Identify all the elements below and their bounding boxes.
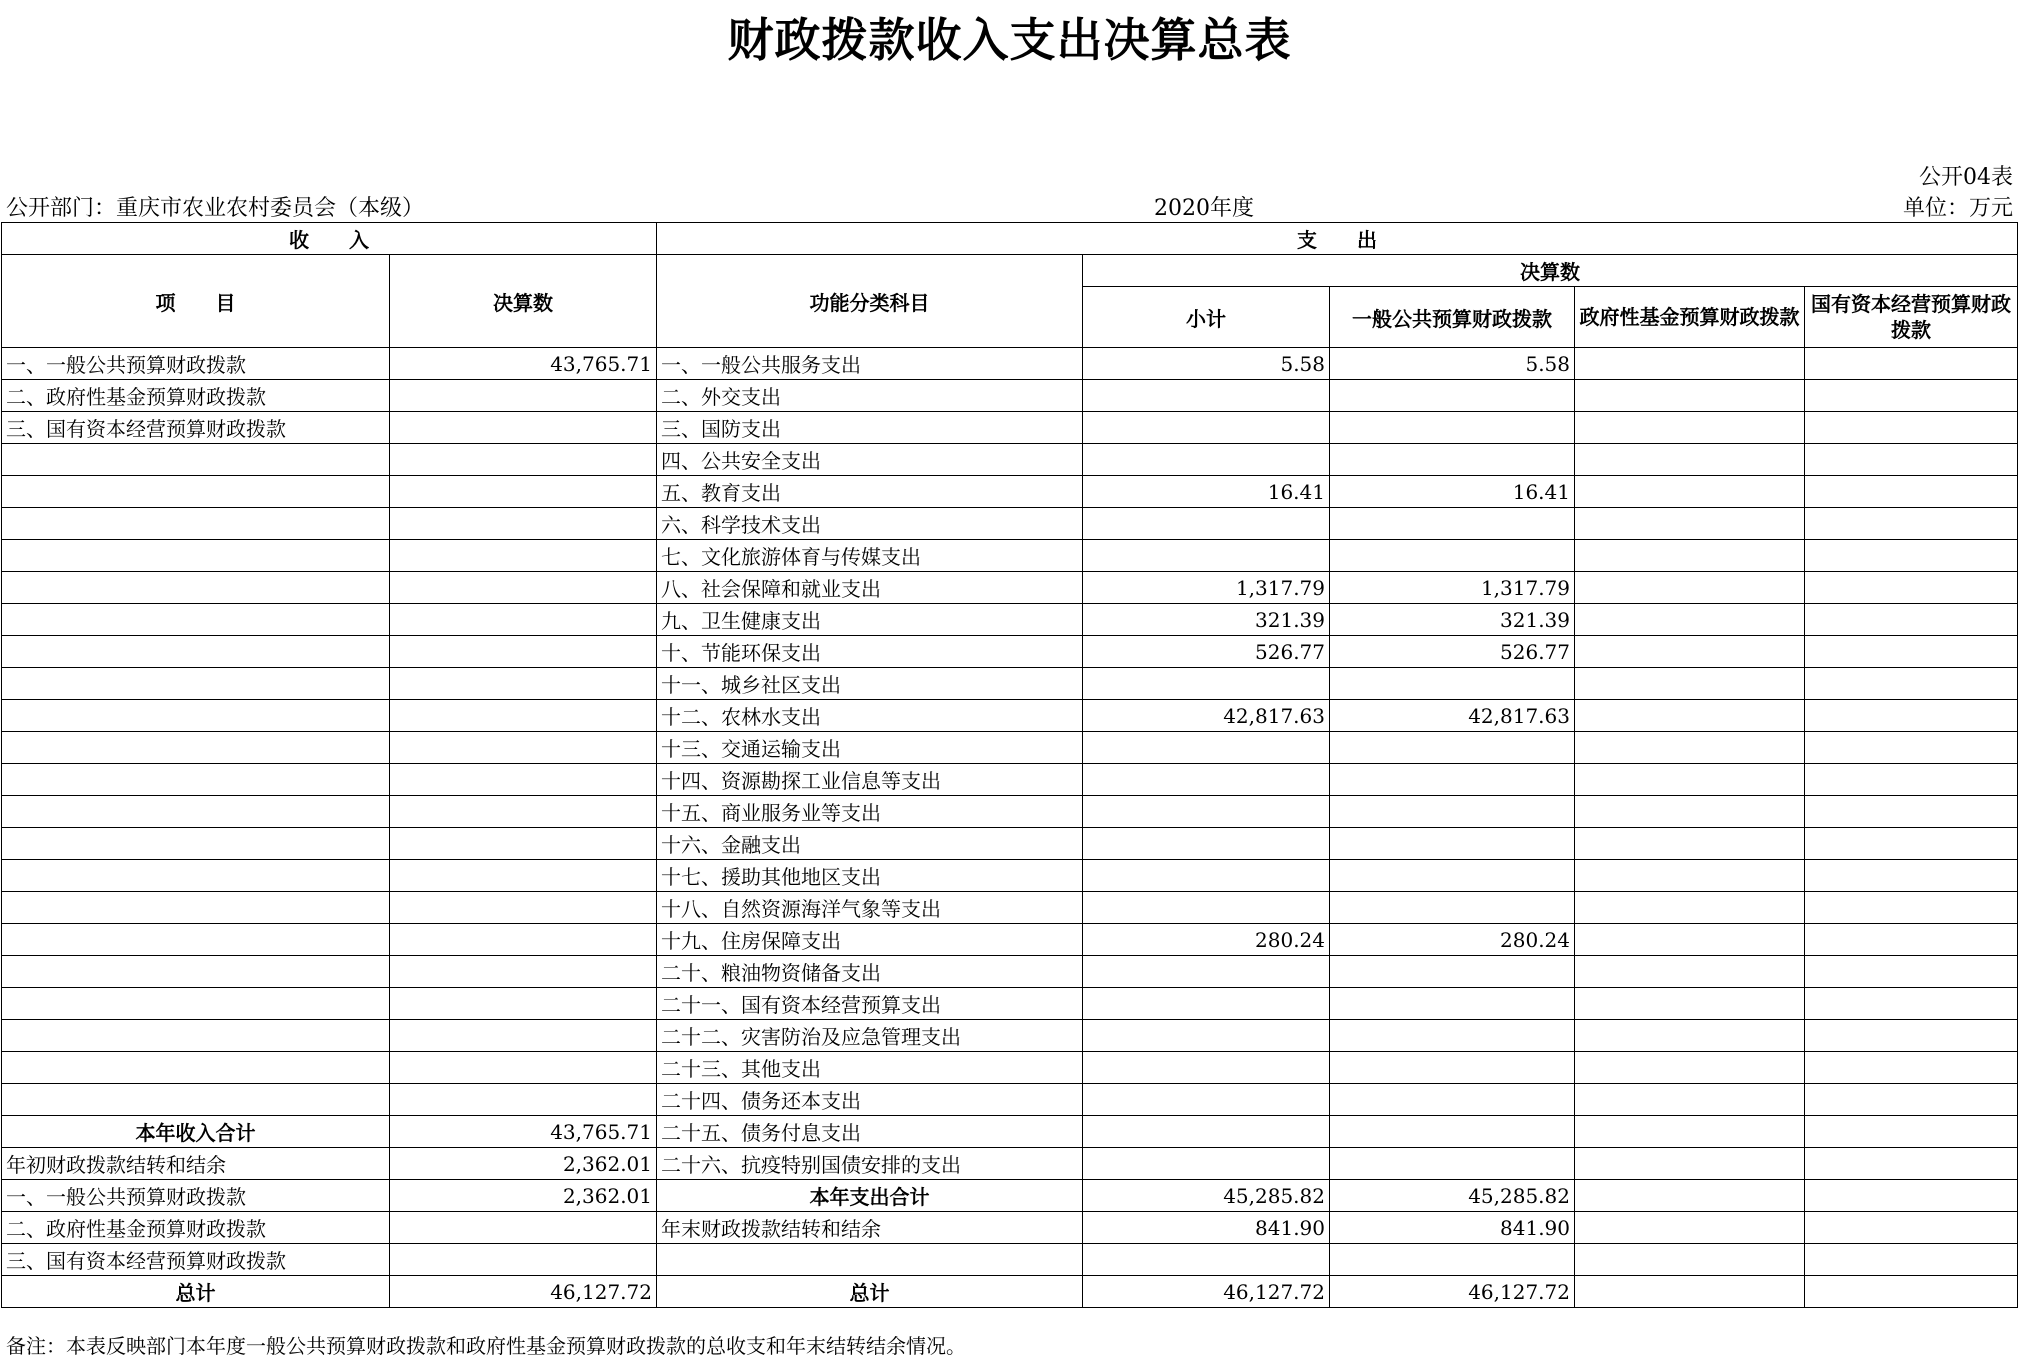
income-item-cell <box>2 572 390 604</box>
year-label: 2020年度 <box>1154 196 1254 221</box>
table-row <box>2 508 2018 540</box>
subtotal-header: 小计 <box>1083 287 1330 348</box>
expense-item-cell: 十三、交通运输支出 <box>657 732 1083 764</box>
income-amount-cell <box>390 892 657 924</box>
table-row <box>2 1148 2018 1180</box>
general-cell <box>1330 796 1575 828</box>
income-amount-cell: 2,362.01 <box>390 1180 657 1212</box>
income-amount-cell <box>390 732 657 764</box>
income-amount-cell <box>390 796 657 828</box>
subtotal-cell <box>1083 828 1330 860</box>
expense-item-cell: 二十五、债务付息支出 <box>657 1116 1083 1148</box>
subtotal-cell <box>1083 412 1330 444</box>
general-cell: 1,317.79 <box>1330 572 1575 604</box>
income-item-cell <box>2 988 390 1020</box>
income-item-cell <box>2 732 390 764</box>
income-item-cell <box>2 956 390 988</box>
state-cell <box>1805 860 2018 892</box>
general-cell <box>1330 1084 1575 1116</box>
general-cell <box>1330 1148 1575 1180</box>
subtotal-cell: 1,317.79 <box>1083 572 1330 604</box>
subtotal-cell <box>1083 988 1330 1020</box>
state-cell <box>1805 764 2018 796</box>
fund-cell <box>1575 444 1805 476</box>
income-item-cell: 一、一般公共预算财政拨款 <box>2 348 390 380</box>
state-cell <box>1805 1020 2018 1052</box>
income-amount-cell <box>390 444 657 476</box>
income-amount-cell <box>390 380 657 412</box>
table-row <box>2 540 2018 572</box>
income-item-cell: 总计 <box>2 1276 390 1308</box>
general-cell <box>1330 668 1575 700</box>
expense-item-cell: 四、公共安全支出 <box>657 444 1083 476</box>
income-item-cell: 一、一般公共预算财政拨款 <box>2 1180 390 1212</box>
subtotal-cell <box>1083 732 1330 764</box>
subtotal-cell <box>1083 1116 1330 1148</box>
table-row <box>2 924 2018 956</box>
table-row <box>2 764 2018 796</box>
general-cell <box>1330 412 1575 444</box>
income-amount-cell <box>390 668 657 700</box>
income-item-cell <box>2 1052 390 1084</box>
table-row <box>2 860 2018 892</box>
fund-cell <box>1575 540 1805 572</box>
income-item-cell <box>2 892 390 924</box>
table-row <box>2 1276 2018 1308</box>
fund-header: 政府性基金预算财政拨款 <box>1575 287 1805 348</box>
general-cell <box>1330 988 1575 1020</box>
income-item-cell <box>2 444 390 476</box>
table-row <box>2 732 2018 764</box>
income-item-cell: 二、政府性基金预算财政拨款 <box>2 1212 390 1244</box>
amount-group-header: 决算数 <box>1083 255 2018 287</box>
fund-cell <box>1575 668 1805 700</box>
fund-cell <box>1575 1276 1805 1308</box>
general-cell <box>1330 540 1575 572</box>
income-amount-cell <box>390 924 657 956</box>
table-code: 公开04表 <box>1919 165 2013 190</box>
fund-cell <box>1575 348 1805 380</box>
subtotal-cell: 45,285.82 <box>1083 1180 1330 1212</box>
budget-table <box>1 222 2018 1308</box>
subtotal-cell <box>1083 444 1330 476</box>
expense-item-cell: 三、国防支出 <box>657 412 1083 444</box>
income-item-cell <box>2 604 390 636</box>
expense-item-cell: 十二、农林水支出 <box>657 700 1083 732</box>
expense-item-cell <box>657 1244 1083 1276</box>
table-row <box>2 956 2018 988</box>
income-item-cell <box>2 668 390 700</box>
general-header: 一般公共预算财政拨款 <box>1330 287 1575 348</box>
state-cell <box>1805 1116 2018 1148</box>
general-cell <box>1330 444 1575 476</box>
table-row <box>2 1212 2018 1244</box>
expense-item-cell: 二十一、国有资本经营预算支出 <box>657 988 1083 1020</box>
state-cell <box>1805 892 2018 924</box>
state-cell <box>1805 348 2018 380</box>
department-label: 公开部门：重庆市农业农村委员会（本级） <box>6 196 425 221</box>
fund-cell <box>1575 1052 1805 1084</box>
general-cell: 526.77 <box>1330 636 1575 668</box>
subtotal-cell <box>1083 1148 1330 1180</box>
footnote: 备注：本表反映部门本年度一般公共预算财政拨款和政府性基金预算财政拨款的总收支和年末结转结余情况。 <box>6 1334 966 1358</box>
general-cell: 321.39 <box>1330 604 1575 636</box>
income-item-cell: 三、国有资本经营预算财政拨款 <box>2 412 390 444</box>
table-row <box>2 1084 2018 1116</box>
general-cell <box>1330 956 1575 988</box>
fund-cell <box>1575 796 1805 828</box>
expense-item-cell: 二、外交支出 <box>657 380 1083 412</box>
expense-item-cell: 一、一般公共服务支出 <box>657 348 1083 380</box>
state-cell <box>1805 476 2018 508</box>
general-cell: 841.90 <box>1330 1212 1575 1244</box>
subtotal-cell <box>1083 508 1330 540</box>
income-amount-cell <box>390 412 657 444</box>
expense-item-cell: 二十四、债务还本支出 <box>657 1084 1083 1116</box>
income-amount-cell <box>390 764 657 796</box>
subtotal-cell <box>1083 796 1330 828</box>
subtotal-cell: 841.90 <box>1083 1212 1330 1244</box>
expense-item-cell: 十五、商业服务业等支出 <box>657 796 1083 828</box>
fund-cell <box>1575 1116 1805 1148</box>
subtotal-cell: 280.24 <box>1083 924 1330 956</box>
income-item-cell: 年初财政拨款结转和结余 <box>2 1148 390 1180</box>
state-cell <box>1805 1148 2018 1180</box>
fund-cell <box>1575 828 1805 860</box>
fund-cell <box>1575 1020 1805 1052</box>
general-cell <box>1330 1052 1575 1084</box>
table-row <box>2 380 2018 412</box>
state-cell <box>1805 604 2018 636</box>
table-row <box>2 700 2018 732</box>
income-item-cell <box>2 764 390 796</box>
state-cell <box>1805 1276 2018 1308</box>
income-item-cell <box>2 636 390 668</box>
income-amount-cell <box>390 988 657 1020</box>
income-item-cell <box>2 540 390 572</box>
subtotal-cell: 42,817.63 <box>1083 700 1330 732</box>
page-title: 财政拨款收入支出决算总表 <box>727 13 1292 67</box>
state-cell <box>1805 668 2018 700</box>
subtotal-cell: 5.58 <box>1083 348 1330 380</box>
general-cell <box>1330 1020 1575 1052</box>
expense-item-cell: 十一、城乡社区支出 <box>657 668 1083 700</box>
expense-item-cell: 十九、住房保障支出 <box>657 924 1083 956</box>
fund-cell <box>1575 764 1805 796</box>
subtotal-cell <box>1083 668 1330 700</box>
income-amount-cell <box>390 604 657 636</box>
general-cell <box>1330 860 1575 892</box>
general-cell <box>1330 892 1575 924</box>
income-item-cell <box>2 924 390 956</box>
income-item-cell: 二、政府性基金预算财政拨款 <box>2 380 390 412</box>
income-amount-cell <box>390 1084 657 1116</box>
table-row <box>2 796 2018 828</box>
table-row <box>2 1116 2018 1148</box>
table-row <box>2 444 2018 476</box>
state-cell <box>1805 732 2018 764</box>
income-item-cell <box>2 508 390 540</box>
subtotal-cell: 526.77 <box>1083 636 1330 668</box>
income-amount-cell <box>390 540 657 572</box>
unit-label: 单位：万元 <box>1902 196 2013 221</box>
table-row <box>2 348 2018 380</box>
income-item-cell <box>2 860 390 892</box>
expense-item-cell: 八、社会保障和就业支出 <box>657 572 1083 604</box>
state-cell <box>1805 956 2018 988</box>
fund-cell <box>1575 860 1805 892</box>
state-cell <box>1805 828 2018 860</box>
subtotal-cell <box>1083 1084 1330 1116</box>
table-row <box>2 828 2018 860</box>
expense-item-cell: 本年支出合计 <box>657 1180 1083 1212</box>
income-amount-cell <box>390 1052 657 1084</box>
table-row <box>2 1180 2018 1212</box>
fund-cell <box>1575 1084 1805 1116</box>
subtotal-cell <box>1083 1244 1330 1276</box>
table-row <box>2 1244 2018 1276</box>
expense-item-cell: 五、教育支出 <box>657 476 1083 508</box>
income-item-cell <box>2 796 390 828</box>
fund-cell <box>1575 636 1805 668</box>
subtotal-cell: 321.39 <box>1083 604 1330 636</box>
general-cell: 46,127.72 <box>1330 1276 1575 1308</box>
income-amount-cell <box>390 508 657 540</box>
income-amount-cell <box>390 1020 657 1052</box>
general-cell <box>1330 508 1575 540</box>
subtotal-cell <box>1083 860 1330 892</box>
income-item-cell <box>2 700 390 732</box>
fund-cell <box>1575 380 1805 412</box>
fund-cell <box>1575 988 1805 1020</box>
state-cell <box>1805 700 2018 732</box>
expense-item-cell: 二十二、灾害防治及应急管理支出 <box>657 1020 1083 1052</box>
table-row <box>2 1020 2018 1052</box>
state-cell <box>1805 1084 2018 1116</box>
item-header: 项 目 <box>2 255 390 348</box>
income-item-cell <box>2 1020 390 1052</box>
table-row <box>2 636 2018 668</box>
income-item-cell: 三、国有资本经营预算财政拨款 <box>2 1244 390 1276</box>
income-amount-cell <box>390 1212 657 1244</box>
general-cell: 42,817.63 <box>1330 700 1575 732</box>
category-header: 功能分类科目 <box>657 255 1083 348</box>
expense-item-cell: 二十、粮油物资储备支出 <box>657 956 1083 988</box>
general-cell <box>1330 732 1575 764</box>
state-cell <box>1805 444 2018 476</box>
table-row <box>2 988 2018 1020</box>
expense-header: 支 出 <box>657 223 2018 255</box>
expense-item-cell: 七、文化旅游体育与传媒支出 <box>657 540 1083 572</box>
fund-cell <box>1575 508 1805 540</box>
general-cell: 45,285.82 <box>1330 1180 1575 1212</box>
fund-cell <box>1575 412 1805 444</box>
state-cell <box>1805 412 2018 444</box>
state-header: 国有资本经营预算财政拨款 <box>1805 287 2018 348</box>
income-item-cell: 本年收入合计 <box>2 1116 390 1148</box>
subtotal-cell <box>1083 1020 1330 1052</box>
table-row <box>2 892 2018 924</box>
table-row <box>2 572 2018 604</box>
fund-cell <box>1575 1180 1805 1212</box>
expense-item-cell: 十六、金融支出 <box>657 828 1083 860</box>
expense-item-cell: 二十三、其他支出 <box>657 1052 1083 1084</box>
income-item-cell <box>2 476 390 508</box>
fund-cell <box>1575 572 1805 604</box>
fund-cell <box>1575 1148 1805 1180</box>
income-amount-cell <box>390 700 657 732</box>
general-cell <box>1330 380 1575 412</box>
expense-item-cell: 九、卫生健康支出 <box>657 604 1083 636</box>
income-amount-cell <box>390 956 657 988</box>
general-cell <box>1330 1116 1575 1148</box>
expense-item-cell: 六、科学技术支出 <box>657 508 1083 540</box>
fund-cell <box>1575 1244 1805 1276</box>
state-cell <box>1805 988 2018 1020</box>
state-cell <box>1805 380 2018 412</box>
table-row <box>2 412 2018 444</box>
income-header: 收 入 <box>2 223 657 255</box>
subtotal-cell <box>1083 956 1330 988</box>
state-cell <box>1805 1212 2018 1244</box>
general-cell: 5.58 <box>1330 348 1575 380</box>
general-cell <box>1330 828 1575 860</box>
table-row <box>2 668 2018 700</box>
subtotal-cell: 46,127.72 <box>1083 1276 1330 1308</box>
income-amount-cell <box>390 476 657 508</box>
subtotal-cell <box>1083 892 1330 924</box>
subtotal-cell <box>1083 1052 1330 1084</box>
table-row <box>2 1052 2018 1084</box>
income-amount-cell: 46,127.72 <box>390 1276 657 1308</box>
subtotal-cell <box>1083 380 1330 412</box>
income-amount-cell <box>390 572 657 604</box>
fund-cell <box>1575 1212 1805 1244</box>
expense-item-cell: 十八、自然资源海洋气象等支出 <box>657 892 1083 924</box>
income-amount-cell <box>390 828 657 860</box>
fund-cell <box>1575 924 1805 956</box>
state-cell <box>1805 1180 2018 1212</box>
income-amount-cell: 2,362.01 <box>390 1148 657 1180</box>
income-item-cell <box>2 828 390 860</box>
state-cell <box>1805 1244 2018 1276</box>
fund-cell <box>1575 604 1805 636</box>
general-cell: 280.24 <box>1330 924 1575 956</box>
fund-cell <box>1575 700 1805 732</box>
table-row <box>2 604 2018 636</box>
state-cell <box>1805 1052 2018 1084</box>
table-row <box>2 476 2018 508</box>
general-cell: 16.41 <box>1330 476 1575 508</box>
expense-item-cell: 十七、援助其他地区支出 <box>657 860 1083 892</box>
state-cell <box>1805 924 2018 956</box>
fund-cell <box>1575 476 1805 508</box>
expense-item-cell: 十四、资源勘探工业信息等支出 <box>657 764 1083 796</box>
fund-cell <box>1575 956 1805 988</box>
state-cell <box>1805 636 2018 668</box>
state-cell <box>1805 796 2018 828</box>
income-amount-cell: 43,765.71 <box>390 348 657 380</box>
subtotal-cell <box>1083 540 1330 572</box>
income-amount-cell <box>390 636 657 668</box>
subtotal-cell: 16.41 <box>1083 476 1330 508</box>
expense-item-cell: 年末财政拨款结转和结余 <box>657 1212 1083 1244</box>
income-amount-cell <box>390 860 657 892</box>
expense-item-cell: 十、节能环保支出 <box>657 636 1083 668</box>
fund-cell <box>1575 892 1805 924</box>
income-amount-cell: 43,765.71 <box>390 1116 657 1148</box>
subtotal-cell <box>1083 764 1330 796</box>
fund-cell <box>1575 732 1805 764</box>
state-cell <box>1805 540 2018 572</box>
income-item-cell <box>2 1084 390 1116</box>
general-cell <box>1330 764 1575 796</box>
income-amount-cell <box>390 1244 657 1276</box>
expense-item-cell: 二十六、抗疫特别国债安排的支出 <box>657 1148 1083 1180</box>
state-cell <box>1805 508 2018 540</box>
general-cell <box>1330 1244 1575 1276</box>
amount-header: 决算数 <box>390 255 657 348</box>
state-cell <box>1805 572 2018 604</box>
expense-item-cell: 总计 <box>657 1276 1083 1308</box>
